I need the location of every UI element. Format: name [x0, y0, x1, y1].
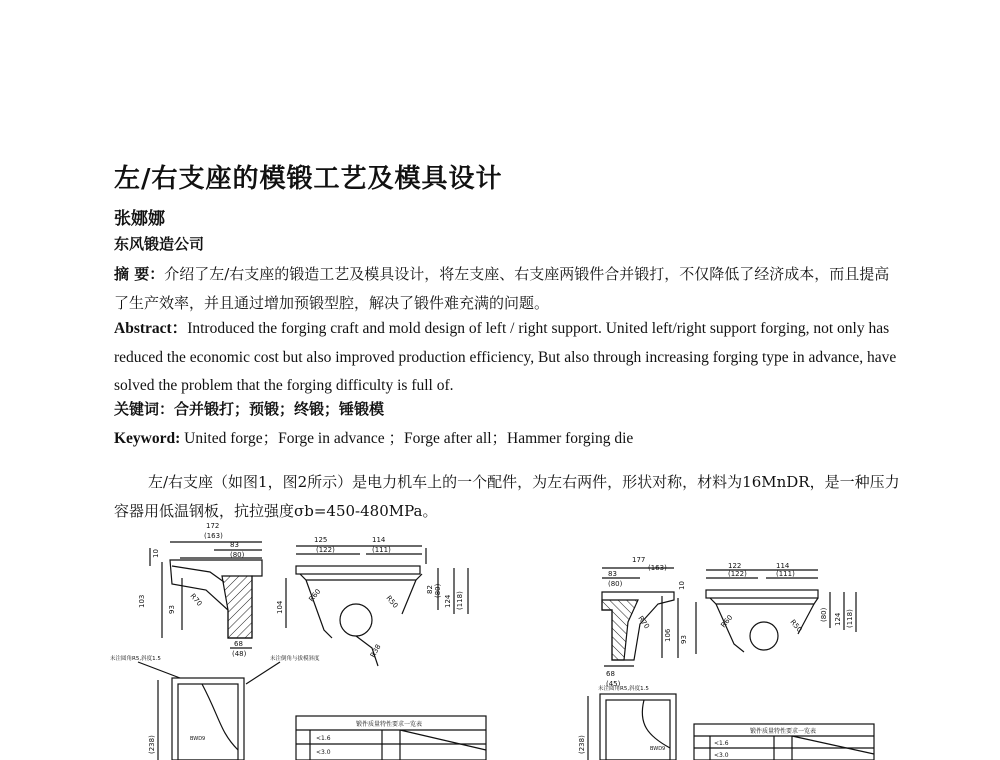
- body-paragraph: 左/右支座（如图1，图2所示）是电力机车上的一个配件，为左右两件，形状对称，材料为16MnDR，是一种压力容器用低温钢板，抗拉强度σb=450-480MPa。: [114, 473, 900, 520]
- r-dim-top-inner-paren: (80): [608, 580, 623, 588]
- r-dim-v-c: (80): [820, 607, 828, 622]
- paper-title: 左/右支座的模锻工艺及模具设计: [114, 164, 503, 194]
- r-dim-height-inner: 93: [680, 635, 688, 644]
- r-dim-side: 10: [678, 581, 686, 590]
- dim-side: 10: [152, 549, 160, 558]
- table-cell-2: <3.0: [316, 749, 331, 756]
- dim-r-b: R50: [384, 594, 400, 610]
- keywords-cn: 关键词：合并锻打；预锻；终锻；锤锻模: [114, 400, 385, 418]
- note-right: 未注倒角与拔模斜度: [270, 656, 320, 662]
- dim-r-a: R60: [307, 587, 323, 604]
- r-dim-right-w1: 122: [728, 562, 742, 570]
- note-left: 未注圆角R5,斜度1.5: [110, 656, 161, 662]
- r-dim-top-overall: 177: [632, 556, 646, 564]
- dim-right-w1: 125: [314, 536, 328, 544]
- dim-height-inner: 93: [168, 605, 176, 614]
- dim-right-w1-paren: (122): [316, 546, 335, 554]
- affiliation: 东风锻造公司: [114, 235, 205, 253]
- keywords-en-text: United forge；Forge in advance ；Forge after all；Hammer forging die: [180, 430, 634, 447]
- r-note-left: 未注圆角R5,斜度1.5: [598, 686, 649, 692]
- dim-v-b: 124: [444, 594, 452, 608]
- table-title: 锻件质量特性要求一览表: [356, 721, 423, 728]
- keywords-en-label: Keyword:: [114, 430, 181, 447]
- r-dim-right-w2: 114: [776, 562, 790, 570]
- abstract-en-text: Introduced the forging craft and mold design of left / right support. United left/right support forging, not only has reduced the economic cost but also improved production efficiency, But also through increasing forging type in advance, have solved the problem that the forging difficulty is full of.: [114, 320, 897, 394]
- dim-top-inner-paren: (80): [230, 551, 245, 559]
- author-name: 张娜娜: [114, 209, 165, 229]
- dim-angle: R70: [188, 592, 204, 608]
- lower-tag: BWD9: [190, 736, 206, 742]
- r-table-cell-2: <3.0: [714, 752, 729, 759]
- dim-right-w2: 114: [372, 536, 386, 544]
- r-dim-right-w2-paren: (111): [776, 570, 795, 578]
- r-dim-r-b: R50: [788, 618, 804, 634]
- dim-bottom-width: 68: [234, 640, 243, 648]
- r-dim-top-inner: 83: [608, 570, 617, 578]
- r-dim-height-left: 106: [664, 628, 672, 642]
- r-dim-top-overall-paren: (163): [648, 564, 667, 572]
- abstract-en-label: Abstract：: [114, 320, 188, 337]
- abstract-cn: [114, 260, 894, 318]
- dim-r-c: R38: [368, 643, 383, 659]
- r-table-cell-1: <1.6: [714, 740, 729, 747]
- dim-right-w2-paren: (111): [372, 546, 391, 554]
- dim-v-d: 82: [426, 585, 434, 594]
- figure-left-svg: [110, 518, 510, 760]
- r-dim-r-a: R60: [719, 613, 735, 630]
- dim-bottom-width-paren: (48): [232, 650, 247, 658]
- r-dim-bottom-width: 68: [606, 670, 615, 678]
- r-dim-right-w1-paren: (122): [728, 570, 747, 578]
- dim-top-overall: 172: [206, 522, 220, 530]
- abstract-cn-label: 摘 要：: [114, 265, 165, 283]
- r-dim-bottom-width-paren: (45): [606, 680, 621, 688]
- keywords-en: [114, 426, 633, 448]
- r-table-title: 锻件质量特性要求一览表: [750, 728, 817, 735]
- dim-top-inner: 83: [230, 541, 239, 549]
- r-dim-v-a: 124: [834, 612, 842, 626]
- r-lower-tag: BWD9: [650, 746, 666, 752]
- dim-top-overall-paren: (163): [204, 532, 223, 540]
- dim-v-e: (80): [434, 583, 442, 598]
- dim-v-a: 104: [276, 600, 284, 614]
- dim-lower-height: (238): [148, 735, 156, 754]
- abstract-en: [114, 315, 904, 401]
- dim-height-left: 103: [138, 594, 146, 608]
- abstract-cn-text: 介绍了左/右支座的锻造工艺及模具设计，将左支座、右支座两锻件合并锻打，不仅降低了经济成本，而且提高了生产效率，并且通过增加预锻型腔，解决了锻件难充满的问题。: [114, 265, 890, 312]
- r-dim-v-b: (118): [846, 609, 854, 628]
- r-dim-lower-height: (238): [578, 735, 586, 754]
- table-cell-1: <1.6: [316, 735, 331, 742]
- dim-v-c: (118): [456, 591, 464, 610]
- r-dim-angle: R70: [636, 614, 651, 631]
- figure-right-drawing: [578, 518, 888, 760]
- figure-left-drawing: [110, 518, 510, 760]
- figure-right-svg: [578, 518, 888, 760]
